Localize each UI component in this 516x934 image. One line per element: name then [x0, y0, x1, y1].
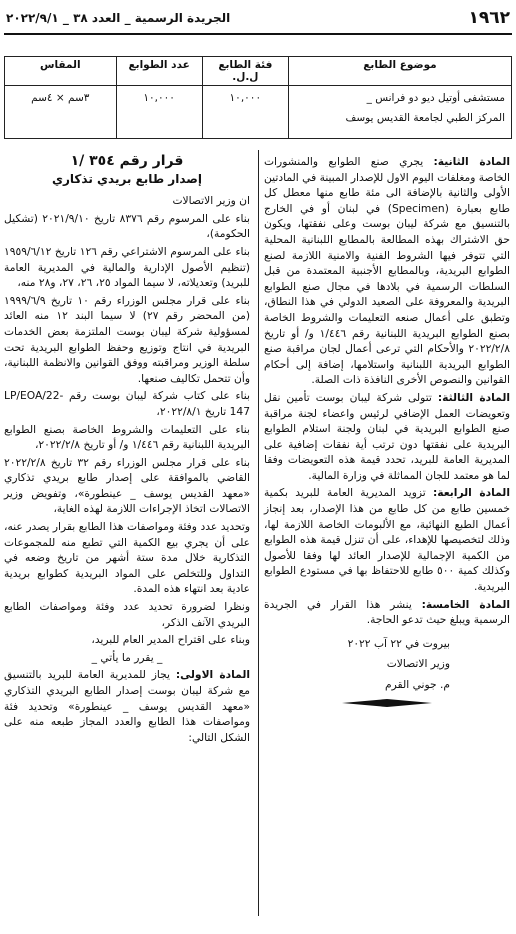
article-3-text: تتولى شركة ليبان بوست تأمين نقل وتعويضات العمل الإضافي لرئيس واعضاء لجنة مراقبة صنع الطوابع البريدية في لبنان ولجنة استلام الطوابع البريدية على نفقتها دون ترتب أية نفقات إضافية على المديرية العامة للبريد، تحدد قيمة هذه التعويضات وفقا لما هو معتمد للجان المماثلة في وزارة المالية.	[264, 390, 510, 482]
header-divider	[4, 33, 512, 35]
preamble-6: بناء على قرار مجلس الوزراء رقم ٣٢ تاريخ ٢٠٢٢/٢/٨ القاضي بالموافقة على إصدار طابع بريدي تذكاري «معهد القديس يوسف _ عينطورة»، وتفويض وزير الاتصالات اتخاذ الإجراءات اللازمة لهذه الغاية،	[4, 455, 250, 516]
preamble-5: بناء على التعليمات والشروط الخاصة بصنع الطوابع البريدية اللبنانية رقم ١/٤٤٦ و/ أو تاريخ ٢٠٢٢/٢/٨،	[4, 422, 250, 452]
end-ornament-icon	[342, 698, 432, 708]
header-subject: موضوع الطابع	[288, 57, 511, 86]
page-number: ١٩٦٢	[468, 8, 510, 28]
subject-line-2: المركز الطبي لجامعة القديس يوسف	[345, 112, 505, 124]
stamp-spec-table	[4, 56, 512, 139]
preamble-3: بناء على قرار مجلس الوزراء رقم ١٠ تاريخ ١٩٩٩/٦/٩ (من المحضر رقم ٢٧) لا سيما البند ١٢ منه العائد لمسؤولية شركة ليبان بوست الملتزمة بعض الخدمات البريدية في انتاج وتوزيع وحفظ الطوابع البريدية تحت سلطة الوزير ومراقبته ووفق القوانين والانظمة اللبنانية، وأن تتحمل تكاليف صنعها.	[4, 293, 251, 385]
article-2-label: المادة الثانية:	[433, 155, 510, 168]
signature-block	[264, 636, 450, 693]
preamble-2: بناء على المرسوم الاشتراعي رقم ١٢٦ تاريخ ١٩٥٩/٦/١٢ (تنظيم الأصول الإدارية والمالية في المديرية العامة للبريد) وتعديلاته، لا سيما المواد ٢٥، ٢٦، ٢٧، و٢٨ منه،	[4, 244, 251, 290]
preamble-1: بناء على المرسوم رقم ٨٣٧٦ تاريخ ٢٠٢١/٩/١٠ (تشكيل الحكومة)،	[4, 211, 251, 241]
signature-office: وزير الاتصالات	[386, 657, 450, 671]
preamble-7: وتحديد عدد وفئة ومواصفات هذا الطابع بقرار يصدر عنه، على أن يجري بيع الكمية التي تطبع منه للمجموعات التذكارية خلال مدة ستة أشهر من تاريخ وضعه في التداول وللتخلص على المواد البريدية كطوابع بريدية عادية بعد انتهاء هذه المدة.	[4, 520, 250, 596]
table-header-row	[5, 57, 512, 86]
cell-size: ٣سم × ٤سم	[5, 86, 117, 139]
page-header	[6, 6, 510, 30]
gazette-title: الجريدة الرسمية _ العدد ٣٨ _ ٢٠٢٢/٩/١	[6, 11, 231, 25]
column-divider	[258, 150, 259, 916]
article-4-text: تزويد المديرية العامة للبريد بكمية خمسين طابع من كل طابع من هذا الإصدار، بعد إنجاز أعمال الطبع النهائية، مع الألبومات الخاصة اللازمة لها، وذلك لتخصيصها للإهداء، على أن تنزل قيمة هذه الطوابع من الكمية الإجمالية للإصدار العائد لها وفقا للأصول وكذلك كمية ٥٠٠ طابع للاحتفاظ بها في مستودع الطوابع البريدية.	[264, 486, 510, 594]
header-size: المقاس	[5, 57, 117, 86]
article-1-text: يجاز للمديرية العامة للبريد بالتنسيق مع شركة ليبان بوست إصدار الطابع البريدي التذكاري «معهد القديس يوسف _ عينطورة» وتحديد فئة ومواصفات هذا الطابع والعدد المجاز طبعه منه على الشكل التالي:	[4, 668, 250, 744]
article-2	[264, 154, 510, 388]
article-5-label: المادة الخامسة:	[421, 597, 510, 611]
article-1-label: المادة الاولى:	[175, 668, 250, 682]
preamble-4: بناء على كتاب شركة ليبان بوست رقم LP/EOA/22-147 تاريخ ٢٠٢٢/٨/١،	[4, 389, 250, 418]
left-column	[4, 154, 250, 747]
decision-intro: ان وزير الاتصالات	[172, 194, 250, 208]
cell-count: ١٠,٠٠٠	[116, 86, 202, 139]
article-2-text: يجري صنع الطوابع والمنشورات الخاصة ومغلفات اليوم الاول للإصدار المبينة في المادتين الأولى والثانية بالإضافة الى مئة طابع منها معطل كل طابع بعبارة (Specimen) في لبنان أو في الخارج بالتنسيق مع شركة ليبان بوست وعلى نفقتها، ويكون حق الاشتراك بهذه المطالعة بالمطابع اللبنانية المحلية التي تتوفر فيها الشروط الفنية والامنية اللازمة لصنع الطوابع البريدية، وبالمطابع الأجنبية المعتمدة من قبل السلطات الرسمية في بلادها في مجال صنع الطوابع البريدية والمعروفة على الصعيد الدولي في هذا النطاق، وتطبق على أعمال صنعه التعليمات والشروط الخاصة بصنع الطوابع البريدية اللبنانية رقم ١/٤٤٦ و/ أو تاريخ ٢٠٢٢/٢/٨ والأحكام التي ترعى أعمال لجان مراقبة صنع الطوابع البريدية اللبنانية واستلامها، إضافة إلى أحكام القوانين والنصوص الأخرى النافذة ذات الصلة.	[264, 155, 510, 387]
preamble-8: ونظرا لضرورة تحديد عدد وفئة ومواصفات الطابع البريدي الآنف الذكر،	[4, 600, 250, 629]
article-3-label: المادة الثالثة:	[437, 390, 510, 404]
article-5-text: ينشر هذا القرار في الجريدة الرسمية ويبلغ حيث تدعو الحاجة.	[264, 597, 510, 627]
preamble-9: وبناء على اقتراح المدير العام للبريد،	[91, 633, 250, 647]
cell-subject	[288, 86, 511, 139]
article-4	[264, 485, 510, 594]
article-1	[4, 667, 250, 745]
article-4-label: المادة الرابعة:	[432, 486, 510, 500]
right-column	[264, 154, 510, 708]
article-3	[264, 390, 510, 484]
article-5	[264, 597, 510, 628]
header-denomination: فئة الطابع ل.ل.	[202, 57, 288, 86]
end-ornament	[264, 698, 510, 708]
decision-number: قرار رقم ٣٥٤ /١	[70, 153, 184, 169]
cell-denomination: ١٠,٠٠٠	[202, 86, 288, 139]
header-count: عدد الطوابع	[116, 57, 202, 86]
subject-line-1: مستشفى أوتيل ديو دو فرانس _	[366, 92, 505, 104]
decision-title: إصدار طابع بريدي تذكاري	[52, 171, 202, 186]
signature-name: م. جوني القرم	[385, 678, 450, 691]
table-row	[5, 86, 512, 139]
signature-date: بيروت في ٢٢ آب ٢٠٢٢	[347, 636, 450, 650]
decides-heading: _ يقرر ما يأتي _	[91, 650, 163, 664]
